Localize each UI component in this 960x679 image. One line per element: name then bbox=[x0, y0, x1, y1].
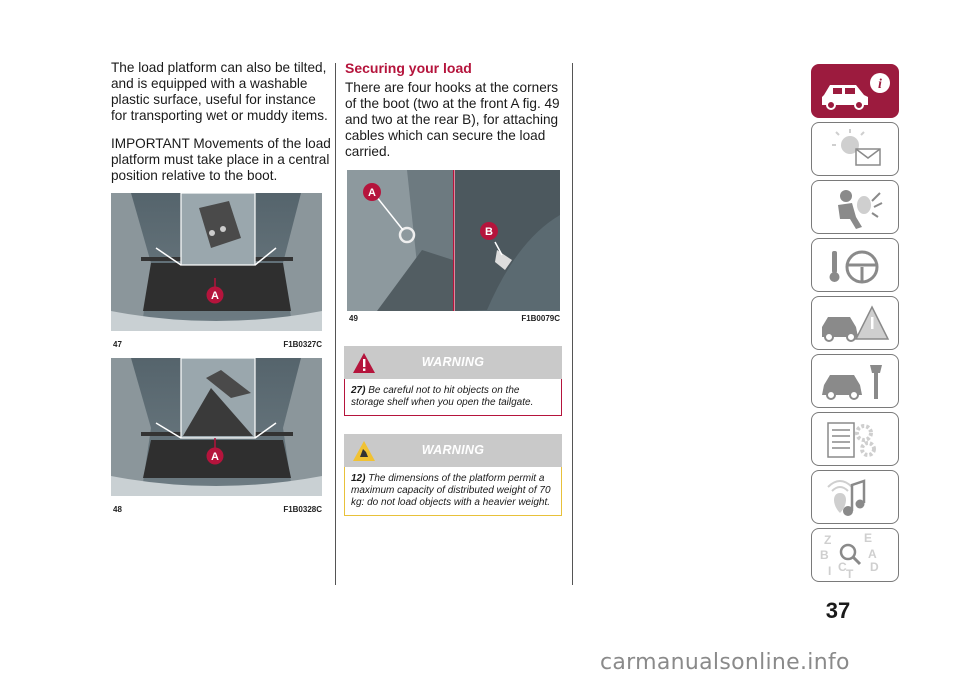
lights-envelope-icon bbox=[812, 123, 900, 177]
car-warning-icon bbox=[812, 297, 900, 351]
warning-title: WARNING bbox=[421, 443, 485, 457]
figure-code: F1B0328C bbox=[283, 505, 322, 514]
boot-photo-48 bbox=[111, 358, 322, 496]
fig49-label-b: B bbox=[485, 226, 493, 238]
tab-maintenance[interactable] bbox=[811, 354, 899, 408]
tab-car-info[interactable] bbox=[811, 64, 899, 118]
fig48-label-a: A bbox=[211, 451, 219, 463]
tab-lights-messages[interactable] bbox=[811, 122, 899, 176]
index-letter-e: E bbox=[864, 531, 873, 545]
figure-48 bbox=[111, 358, 322, 518]
warning-header bbox=[344, 346, 562, 379]
warning-box-27 bbox=[344, 346, 562, 416]
warning-text: The dimensions of the platform permit a maximum capacity of distributed weight of 70 kg: do not load objects with a heavier weight. bbox=[351, 473, 551, 508]
paragraph-platform-tilt: The load platform can also be tilted, and is equipped with a washable plastic surface, useful for instance for transporting wet or muddy items. bbox=[111, 60, 328, 123]
tab-safety[interactable] bbox=[811, 180, 899, 234]
figure-number: 49 bbox=[349, 314, 358, 323]
index-letters-icon bbox=[812, 529, 900, 583]
warning-number: 12) bbox=[351, 473, 366, 484]
warning-box-12 bbox=[344, 434, 562, 516]
figure-code: F1B0327C bbox=[283, 340, 322, 349]
figure-number: 48 bbox=[113, 505, 122, 514]
index-letter-c: C bbox=[838, 560, 847, 574]
figure-47 bbox=[111, 193, 322, 353]
column-divider-left bbox=[335, 63, 336, 585]
tab-technical-data[interactable] bbox=[811, 412, 899, 466]
multimedia-note-icon bbox=[812, 471, 900, 525]
index-letter-t: T bbox=[846, 567, 854, 581]
middle-column bbox=[345, 60, 567, 172]
section-heading: Securing your load bbox=[345, 60, 472, 76]
watermark: carmanualsonline.info bbox=[600, 650, 850, 675]
index-letter-a: A bbox=[868, 547, 877, 561]
warning-title: WARNING bbox=[421, 355, 485, 369]
figure-code: F1B0079C bbox=[521, 314, 560, 323]
car-info-icon bbox=[812, 65, 900, 119]
airbag-passenger-icon bbox=[812, 181, 900, 235]
page-number: 37 bbox=[825, 598, 851, 623]
paragraph-important: IMPORTANT Movements of the load platform must take place in a central position relative to the boot. bbox=[111, 136, 331, 183]
key-steering-wheel-icon bbox=[812, 239, 900, 293]
index-letter-i: I bbox=[828, 564, 832, 578]
tab-emergency[interactable] bbox=[811, 296, 899, 350]
warning-body bbox=[344, 467, 562, 516]
left-column bbox=[111, 60, 333, 196]
warning-body bbox=[344, 379, 562, 416]
column-divider-right bbox=[572, 63, 573, 585]
fig47-label-a: A bbox=[211, 290, 219, 302]
index-letter-b: B bbox=[820, 548, 829, 562]
list-gears-icon bbox=[812, 413, 900, 467]
tab-starting-driving[interactable] bbox=[811, 238, 899, 292]
warning-header bbox=[344, 434, 562, 467]
tab-index[interactable] bbox=[811, 528, 899, 582]
index-letter-z: Z bbox=[824, 533, 832, 547]
section-body: There are four hooks at the corners of the boot (two at the front A fig. 49 and two at the rear B), for attaching cables which can secure the load carried. bbox=[345, 80, 560, 159]
tab-multimedia[interactable] bbox=[811, 470, 899, 524]
boot-photo-47 bbox=[111, 193, 322, 331]
boot-hooks-photo bbox=[347, 170, 560, 311]
warning-text: Be careful not to hit objects on the storage shelf when you open the tailgate. bbox=[351, 385, 534, 408]
car-wrench-icon bbox=[812, 355, 900, 409]
figure-number: 47 bbox=[113, 340, 122, 349]
warning-number: 27) bbox=[351, 385, 366, 396]
index-letter-d: D bbox=[870, 560, 879, 574]
fig49-label-a: A bbox=[368, 187, 376, 199]
figure-49 bbox=[347, 170, 560, 328]
svg-text:i: i bbox=[878, 77, 882, 92]
